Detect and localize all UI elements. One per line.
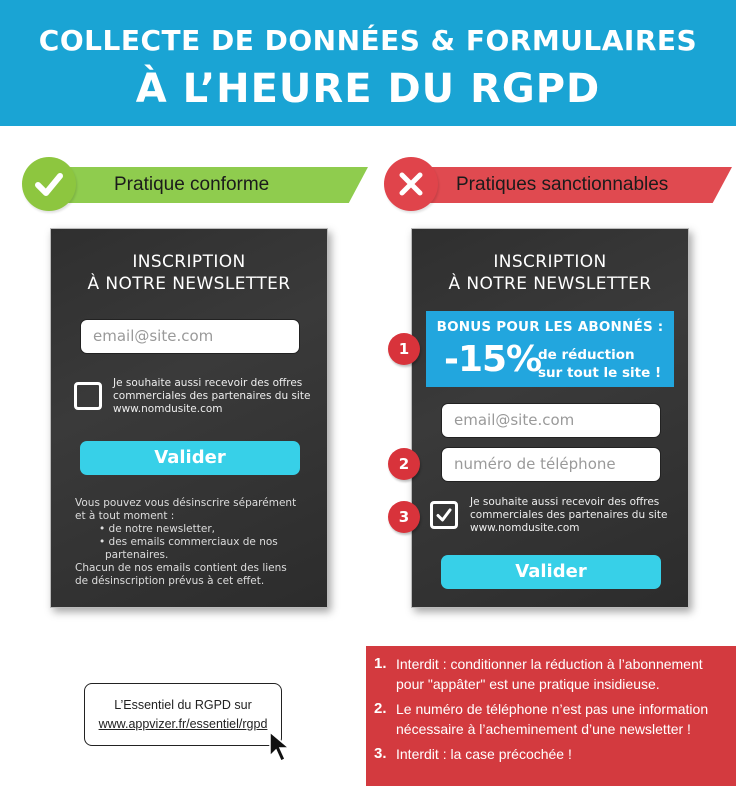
check-icon [22, 157, 76, 211]
form-title-line-1: INSCRIPTION [132, 252, 246, 272]
note-bullet: • de notre newsletter, [99, 523, 215, 535]
promo-detail-line: sur tout le site ! [538, 365, 662, 381]
form-title [412, 251, 688, 295]
note-bullet: • des emails commerciaux de nos [99, 536, 278, 548]
compliant-form-card [50, 228, 328, 608]
form-title [51, 251, 327, 295]
cross-icon [384, 157, 438, 211]
note-line: de désinscription prévus à cet effet. [75, 575, 265, 587]
rule-text: Interdit : la case précochée ! [396, 746, 572, 762]
form-title-line-2: À NOTRE NEWSLETTER [87, 274, 291, 294]
checkbox-text-line: commerciales des partenaires du site [113, 390, 311, 402]
sanctionable-label: Pratiques sanctionnables [456, 174, 669, 195]
sanctionable-form-card [411, 228, 689, 608]
rule-text: Interdit : conditionner la réduction à l’abonnement [396, 656, 703, 672]
rgpd-link[interactable]: www.appvizer.fr/essentiel/rgpd [98, 717, 268, 731]
checkbox-text-line: Je souhaite aussi recevoir des offres [113, 377, 303, 389]
badge-1: 1 [388, 333, 420, 365]
note-bullet: partenaires. [105, 549, 169, 561]
subscriber-bonus-promo [426, 311, 674, 387]
rule-text: Le numéro de téléphone n’est pas une information [396, 701, 709, 717]
promo-headline: BONUS POUR LES ABONNÉS : [436, 319, 664, 335]
rule-number: 3. [374, 745, 387, 762]
partner-offers-checkbox[interactable] [74, 382, 102, 410]
checkmark-icon [435, 506, 453, 524]
rule-item [374, 654, 728, 694]
rgpd-link-box[interactable] [84, 683, 282, 746]
email-input[interactable]: email@site.com [80, 319, 300, 354]
unsubscribe-note [75, 497, 296, 588]
compliant-label: Pratique conforme [114, 174, 270, 195]
rule-item [374, 744, 728, 764]
submit-button[interactable]: Valider [80, 441, 300, 475]
form-title-line-2: À NOTRE NEWSLETTER [448, 274, 652, 294]
rule-number: 1. [374, 655, 387, 672]
promo-detail-line: de réduction [538, 347, 635, 363]
rule-text: pour "appâter" est une pratique insidieuse. [396, 676, 660, 692]
checkbox-text-line: www.nomdusite.com [470, 522, 580, 534]
rule-item [374, 699, 728, 739]
partner-offers-label [113, 377, 310, 416]
badge-3: 3 [388, 501, 420, 533]
badge-2: 2 [388, 448, 420, 480]
title-line-1: COLLECTE DE DONNÉES & FORMULAIRES [38, 24, 698, 57]
rule-text: nécessaire à l’acheminement d’une newsletter ! [396, 721, 691, 737]
form-title-line-1: INSCRIPTION [493, 252, 607, 272]
promo-detail [538, 346, 661, 382]
partner-offers-label [470, 496, 667, 535]
note-line: Vous pouvez vous désinscrire séparément [75, 497, 297, 509]
checkbox-text-line: www.nomdusite.com [113, 403, 223, 415]
email-input[interactable]: email@site.com [441, 403, 661, 438]
rules-box [366, 646, 736, 786]
checkbox-text-line: commerciales des partenaires du site [470, 509, 668, 521]
partner-offers-checkbox-checked[interactable] [430, 501, 458, 529]
title-line-2: À L’HEURE DU RGPD [135, 66, 601, 112]
mouse-cursor-icon [268, 730, 292, 764]
phone-input[interactable]: numéro de téléphone [441, 447, 661, 482]
checkbox-text-line: Je souhaite aussi recevoir des offres [470, 496, 660, 508]
header-banner [0, 0, 736, 126]
link-box-caption: L’Essentiel du RGPD sur [114, 698, 252, 712]
rule-number: 2. [374, 700, 387, 717]
promo-discount: -15% [444, 339, 542, 380]
note-line: et à tout moment : [75, 510, 175, 522]
submit-button[interactable]: Valider [441, 555, 661, 589]
note-line: Chacun de nos emails contient des liens [75, 562, 287, 574]
